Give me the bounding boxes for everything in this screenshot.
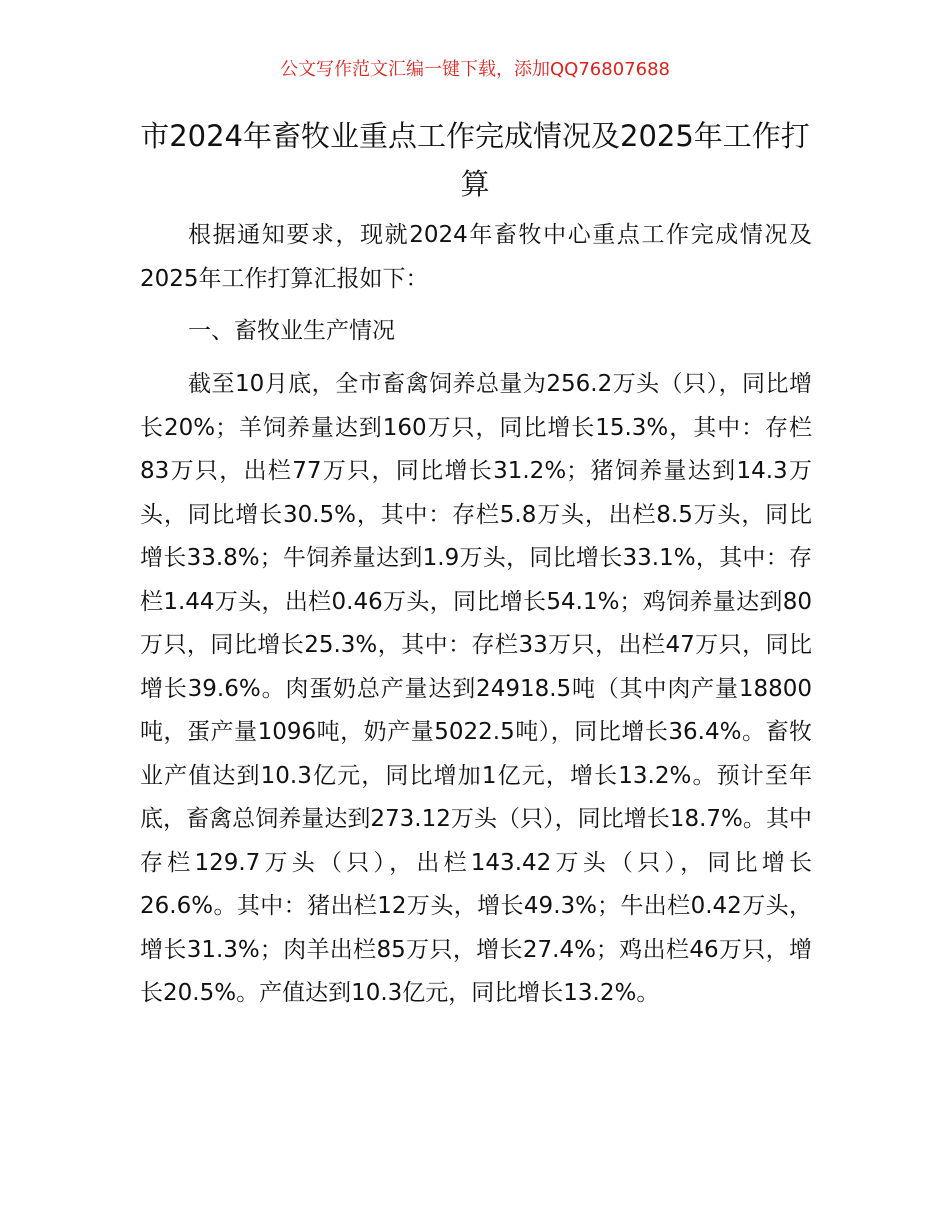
download-watermark: 公文写作范文汇编一键下载，添加QQ76807688 — [280, 59, 670, 80]
page-title: 市2024年畜牧业重点工作完成情况及2025年工作打算 — [140, 119, 810, 201]
intro-paragraph: 根据通知要求，现就2024年畜牧中心重点工作完成情况及2025年工作打算汇报如下： — [140, 222, 812, 292]
section-heading: 一、畜牧业生产情况 — [188, 318, 395, 344]
production-paragraph: 截至10月底，全市畜禽饲养总量为256.2万头（只），同比增长20%；羊饲养量达到160万只，同比增长15.3%，其中：存栏83万只，出栏77万只，同比增长31.2%；猪饲养量达到14.3万头，同比增长30.5%，其中：存栏5.8万头，出栏8.5万头，同比增长33.8%；牛饲养量达到1.9万头，同比增长33.1%，其中：存栏1.44万头，出栏0.46万头，同比增长54.1%；鸡饲养量达到80万只，同比增长25.3%，其中：存栏33万只，出栏47万只，同比增长39.6%。肉蛋奶总产量达到24918.5吨（其中肉产量18800吨，蛋产量1096吨，奶产量5022.5吨），同比增长36.4%。畜牧业产值达到10.3亿元，同比增加1亿元，增长13.2%。预计至年底，畜禽总饲养量达到273.12万头（只），同比增长18.7%。其中存栏129.7万头（只），出栏143.42万头（只），同比增长26.6%。其中：猪出栏12万头，增长49.3%；牛出栏0.42万头，增长31.3%；肉羊出栏85万只，增长27.4%；鸡出栏46万只，增长20.5%。产值达到10.3亿元，同比增长13.2%。 — [140, 371, 812, 1006]
